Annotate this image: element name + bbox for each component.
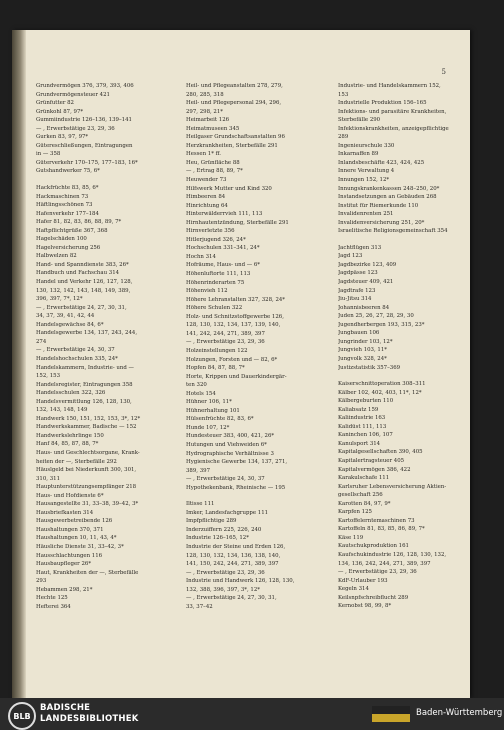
index-entry: Handelsschulen 322, 326 — [36, 390, 106, 397]
index-entry: Grundvermögensteuer 421 — [36, 91, 110, 98]
index-entry: Hebammen 298, 21* — [36, 586, 93, 593]
index-entry: KdF-Urlauber 193 — [338, 577, 388, 584]
index-entry: Kautschukproduktion 161 — [338, 543, 409, 550]
index-entry: 33, 37–42 — [186, 603, 213, 610]
index-entry: Heimarbeit 126 — [186, 117, 230, 124]
page-gutter — [12, 30, 26, 698]
library-name-line-2: LANDESBIBLIOTHEK — [40, 714, 139, 724]
index-entry: Höhenvieh 112 — [186, 288, 228, 295]
library-name-line-1: BADISCHE — [40, 703, 91, 713]
index-entry: Heil- und Pflegeanstalten 278, 279, — [186, 83, 283, 89]
index-entry: Hofräume, Haus- und — 6* — [186, 262, 260, 269]
index-entry: — , Erwerbstätige 23, 29, 36 — [36, 125, 115, 132]
index-entry: Hackfrüchte 83, 85, 6* — [36, 185, 99, 192]
index-entry: — , Erwerbstätige 23, 29, 36 — [186, 569, 265, 576]
index-entry: Heil- und Pflegepersonal 294, 296, — [186, 100, 282, 107]
index-entry: 128, 130, 132, 134, 136, 138, 140, — [186, 552, 281, 559]
index-entry: — , Erwerbstätige 24, 27, 30, 31, — [36, 304, 127, 311]
index-entry: heiten der —, Sterbefälle 292 — [36, 458, 117, 465]
index-entry: Hilfswerk Mutter und Kind 320 — [186, 185, 272, 192]
index-entry: Hafenverkehr 177–184 — [36, 210, 99, 217]
index-entry: Käse 119 — [338, 534, 364, 541]
index-entry: Israelitische Religionsgemeinschaft 354 — [338, 228, 448, 235]
index-entry: 289 — [338, 134, 349, 141]
index-column-2 — [186, 82, 328, 611]
index-entry: Haus- und Hofdienste 6* — [36, 492, 104, 499]
index-entry: Hotels 154 — [186, 390, 216, 397]
index-entry: Handelsgewächse 84, 6* — [36, 321, 104, 328]
index-entry: Hackmaschinen 73 — [36, 193, 89, 200]
index-entry: Ingenieurschule 330 — [338, 142, 395, 149]
index-entry: Imker, Landesfachgruppe 111 — [186, 509, 269, 516]
index-entry: Halbwelzen 82 — [36, 253, 77, 260]
index-entry: Jungbauen 106 — [338, 330, 380, 337]
index-entry: Hygienische Gewerbe 134, 137, 271, — [186, 459, 288, 466]
index-entry: Heimatmuseen 345 — [186, 125, 240, 132]
section-gap — [338, 236, 480, 244]
index-entry: Handelskammern, Industrie- und — — [36, 364, 134, 371]
index-entry: Hefterei 364 — [36, 603, 71, 610]
index-entry: Hausangestellte 31, 33–38, 39–42, 3* — [36, 501, 139, 508]
index-entry: Inlandsbeschäfte 423, 424, 425 — [338, 159, 425, 166]
index-entry: 293 — [36, 578, 47, 585]
index-entry: Häuslgeld bei Niederkunft 300, 301, — [36, 467, 137, 474]
index-entry: Jungvolk 328, 24* — [338, 355, 387, 362]
index-entry: Industrielle Produktion 156–165 — [338, 100, 427, 107]
index-entry: Handel und Verkehr 126, 127, 128, — [36, 279, 133, 286]
index-entry: Höhenluftorte 111, 113 — [186, 271, 251, 278]
index-entry: Gütereschließungen, Eintragungen — [36, 142, 133, 149]
index-entry: Hunde 107, 12* — [186, 424, 230, 431]
index-entry: Häusliche Dienste 31, 33–42, 3* — [36, 543, 124, 550]
index-entry: Industrie der Steine und Erden 126, — [186, 543, 286, 550]
index-entry: Sterbefälle 290 — [338, 117, 381, 124]
index-entry: Handbuch und Fachschau 314 — [36, 270, 120, 277]
index-entry: Karotten 84, 97, 9* — [338, 500, 391, 507]
index-entry: Hochn 314 — [186, 253, 216, 260]
section-gap — [186, 492, 328, 500]
index-entry: Hafer 81, 82, 83, 86, 88, 89, 7* — [36, 219, 122, 226]
index-entry: — , Erwerbstätige 23, 29, 36 — [338, 569, 417, 576]
page-number: 5 — [441, 68, 446, 76]
index-entry: Handelshochschulen 335, 24* — [36, 355, 118, 362]
index-entry: 274 — [36, 338, 47, 345]
index-entry: Kälber 102, 402, 403, 11*, 12* — [338, 389, 422, 396]
index-entry: Hochschulen 331–341, 24* — [186, 245, 260, 252]
index-entry: Hutungen und Viehweiden 6* — [186, 441, 267, 448]
index-entry: Industrie und Handwerk 126, 128, 130, — [186, 578, 295, 585]
index-entry: 396, 397, 7*, 12* — [36, 296, 83, 303]
index-entry: Jagd 123 — [338, 253, 363, 260]
index-entry: Kapitalvermögen 386, 422 — [338, 466, 411, 473]
index-entry: Hirnhautentzündung, Sterbefälle 291 — [186, 219, 289, 226]
index-entry: Iltisse 111 — [186, 501, 215, 508]
index-entry: Heuwender 73 — [186, 177, 227, 184]
index-entry: Haushaltungen 370, 371 — [36, 526, 104, 533]
index-entry: Grünfutter 82 — [36, 100, 74, 107]
index-entry: 132, 388, 396, 397, 3*, 12* — [186, 586, 260, 593]
index-entry: Hopfen 84, 87, 88, 7* — [186, 365, 245, 372]
index-entry: Institut für Riemerkunde 110 — [338, 202, 419, 209]
index-entry: Hydrographische Verhältnisse 3 — [186, 450, 274, 457]
index-entry: Infektionskrankheiten, anzeigepflichtige — [338, 125, 449, 132]
index-entry: Infektions- und parasitäre Krankheiten, — [338, 108, 447, 115]
index-entry: Hühnerhaltung 101 — [186, 407, 240, 414]
index-entry: Jugendherbergen 193, 315, 23* — [338, 321, 425, 328]
index-entry: Kaiserschnittoperation 308–311 — [338, 381, 426, 388]
index-entry: Hagelversicherung 256 — [36, 244, 101, 251]
index-column-3 — [338, 82, 480, 611]
index-entry: — , Erwerbstätige 24, 27, 30, 31, — [186, 595, 277, 602]
index-entry: in — 358 — [36, 151, 61, 158]
index-entry: 34, 37, 39, 41, 42, 44 — [36, 313, 95, 320]
index-entry: Keilsnpfschreibflucht 289 — [338, 594, 409, 601]
index-entry: Inderzuiffern 225, 226, 240 — [186, 526, 262, 533]
index-entry: Hausschlachtungen 116 — [36, 552, 103, 559]
index-entry: 130, 132, 142, 143, 148, 149, 389, — [36, 287, 131, 294]
index-entry: Impfpflichtige 289 — [186, 518, 237, 525]
index-entry: 297, 298, 21* — [186, 108, 223, 115]
index-entry: Grünkohl 87, 97* — [36, 108, 84, 115]
index-entry: Grundvermögen 376, 379, 393, 406 — [36, 83, 134, 89]
index-entry: Hagelschäden 100 — [36, 236, 87, 243]
index-entry: Kapitalgesellschaften 390, 405 — [338, 449, 423, 456]
index-entry: Handelsvermittlung 126, 128, 130, — [36, 398, 132, 405]
index-entry: Kaliabsatz 159 — [338, 406, 379, 413]
index-entry: Hand- und Spanndienste 383, 26* — [36, 261, 129, 268]
index-entry: Handwerk 150, 151, 152, 153, 3*, 12* — [36, 415, 141, 422]
index-entry: Handelsregister, Eintragungen 358 — [36, 381, 133, 388]
index-entry: Hypothekenbank, Rheinische — 195 — [186, 484, 286, 491]
index-entry: Hausbriefkasten 314 — [36, 509, 94, 516]
index-entry: Karlsruher Lebensversicherung Aktien- — [338, 483, 447, 490]
index-entry: Innungen 152, 12* — [338, 177, 390, 184]
index-entry: Haus- und Geschlechtsorgane, Krank- — [36, 449, 140, 456]
state-emblem-icon — [372, 706, 410, 722]
index-entry: Gummiindustrie 126–136, 139–141 — [36, 117, 132, 124]
index-entry: Karakulschafe 111 — [338, 475, 390, 482]
index-entry: 132, 143, 148, 149 — [36, 407, 88, 414]
index-entry: Jiu-Jitsu 314 — [338, 296, 372, 303]
index-entry: 153 — [338, 91, 349, 98]
index-entry: 310, 311 — [36, 475, 61, 482]
index-entry: Herzkrankheiten, Sterbefälle 291 — [186, 142, 278, 149]
library-name — [40, 703, 139, 725]
index-entry: Handwerkslehrlinge 150 — [36, 432, 104, 439]
index-entry: Güterverkehr 170–175, 177–183, 16* — [36, 159, 138, 166]
index-entry: Kaninchen 106, 107 — [338, 432, 393, 439]
index-entry: — , Erwerbstätige 24, 30, 37 — [186, 476, 265, 483]
index-entry: 152, 153 — [36, 373, 61, 380]
index-entry: Holzungen, Forsten und — 82, 6* — [186, 356, 278, 363]
index-entry: Jagdbezirke 123, 409 — [338, 261, 397, 268]
index-entry: Kanulsport 314 — [338, 440, 381, 447]
index-entry: Kaliindustrie 163 — [338, 415, 386, 422]
book-page — [12, 30, 470, 698]
index-entry: Justizstatistik 357–369 — [338, 364, 401, 371]
index-entry: Johannisbeeren 84 — [338, 304, 390, 311]
index-entry: Höhere Schulen 322 — [186, 305, 243, 312]
index-entry: Gurken 83, 97, 97* — [36, 134, 89, 141]
index-entry: Holzeinstellungen 122 — [186, 347, 248, 354]
index-entry: Kalidüst 111, 113 — [338, 423, 387, 430]
index-entry: Haftpflichtgrüße 367, 368 — [36, 227, 108, 234]
index-entry: Hechte 125 — [36, 595, 68, 602]
index-entry: Jagdtrafe 123 — [338, 287, 376, 294]
index-entry: 141, 150, 242, 244, 271, 389, 397 — [186, 561, 279, 568]
index-entry: 389, 397 — [186, 467, 211, 474]
index-entry: Instandsetzungen an Gebäuden 268 — [338, 194, 437, 201]
index-entry: Hundesteuer 383, 400, 421, 26* — [186, 433, 275, 440]
index-entry: Hauptunterstützungsempfänger 218 — [36, 484, 137, 491]
index-entry: Invalidenrenten 251 — [338, 211, 394, 218]
index-entry: 128, 130, 132, 134, 137, 139, 140, — [186, 322, 281, 329]
index-entry: — , Erwerbstätige 23, 29, 36 — [186, 339, 265, 346]
index-entry: Hühner 106, 11* — [186, 399, 232, 406]
index-entry: ten 320 — [186, 382, 207, 389]
index-entry: Innere Verwaltung 4 — [338, 168, 395, 175]
index-entry: Innungskrankenkassen 248–250, 20* — [338, 185, 440, 192]
index-entry: Hirnverletzte 356 — [186, 228, 235, 235]
index-entry: Hinterwälderrvieh 111, 113 — [186, 211, 263, 218]
index-entry: Jachtflügen 313 — [338, 244, 382, 251]
index-entry: Hülsenfrüchte 82, 83, 6* — [186, 416, 254, 423]
state-name: Baden-Württemberg — [416, 708, 503, 718]
index-column-1 — [36, 82, 178, 611]
index-entry: Kernobst 98, 99, 8* — [338, 603, 392, 610]
index-entry: Jagdpässe 123 — [338, 270, 378, 277]
index-entry: Himbeeren 84 — [186, 194, 226, 201]
index-entry: Kegeln 314 — [338, 586, 369, 593]
index-entry: Kaufschukindustrie 126, 128, 130, 132, — [338, 551, 447, 558]
index-entry: — , Erwerbstätige 24, 30, 37 — [36, 347, 115, 354]
index-entry: Hausbaupfleger 26* — [36, 561, 92, 568]
index-entry: Juden 25, 26, 27, 28, 29, 30 — [338, 313, 414, 320]
index-entry: — , Ertrag 88, 89, 7* — [186, 168, 243, 175]
blb-logo-icon: BLB — [8, 702, 36, 730]
index-entry: Jungvieh 103, 11* — [338, 347, 387, 354]
index-entry: Höhere Lehranstalten 327, 328, 24* — [186, 296, 285, 303]
viewer-footer — [0, 698, 504, 730]
index-entry: 280, 285, 318 — [186, 91, 224, 98]
index-entry: Hausgewerbetreibende 126 — [36, 518, 113, 525]
index-entry: Inkarnaffen 89 — [338, 151, 379, 158]
index-entry: Industrie- und Handelskammern 152, — [338, 83, 441, 89]
index-entry: Karpfen 125 — [338, 509, 372, 516]
index-entry: Kartoffelerntemaschinen 73 — [338, 517, 415, 524]
index-entry: Gutshandwerker 75, 6* — [36, 168, 100, 175]
index-entry: Industrie 126–165, 12* — [186, 535, 249, 542]
index-entry: gesellschaft 256 — [338, 492, 383, 499]
index-entry: Heu, Grünfläche 88 — [186, 159, 240, 166]
index-entry: 134, 136, 242, 244, 271, 389, 397 — [338, 560, 431, 567]
index-entry: Handwerkskammer, Badische — 152 — [36, 424, 137, 431]
index-entry: Kartoffeln 81, 83, 85, 86, 89, 7* — [338, 526, 425, 533]
index-entry: Hinrichtung 64 — [186, 202, 228, 209]
index-entry: Horte, Krippen und Dauerkindergär- — [186, 373, 287, 380]
index-entry: Kapitalertragsteuer 405 — [338, 457, 405, 464]
index-entry: Hanf 84, 85, 87, 88, 7* — [36, 441, 99, 448]
section-gap — [338, 372, 480, 380]
index-entry: Jagdsteuer 409, 421 — [338, 279, 394, 286]
index-entry: Haut, Krankheiten der —, Sterbefälle — [36, 569, 139, 576]
index-entry: 141, 242, 244, 271, 389, 397 — [186, 330, 265, 337]
index-entry: Invalidenversicherung 251, 20* — [338, 219, 425, 226]
index-entry: Häftlingsschönen 73 — [36, 202, 93, 209]
section-gap — [36, 176, 178, 184]
index-entry: Haushaltungen 10, 11, 43, 4* — [36, 535, 117, 542]
index-entry: Jungrinder 103, 12* — [338, 338, 393, 345]
index-entry: Höhenrinderarten 75 — [186, 279, 245, 286]
index-entry: Heilgaser Grundschaftsanstalten 96 — [186, 134, 285, 141]
index-entry: Holz- und Schnitzstoffgewerbe 126, — [186, 313, 284, 320]
index-entry: Handelsgewerbe 134, 137, 243, 244, — [36, 330, 138, 337]
index-entry: Kälbergeburten 110 — [338, 398, 394, 405]
index-entry: Hessen 1* ff. — [186, 151, 221, 158]
index-entry: Hitlerjugend 326, 24* — [186, 236, 246, 243]
